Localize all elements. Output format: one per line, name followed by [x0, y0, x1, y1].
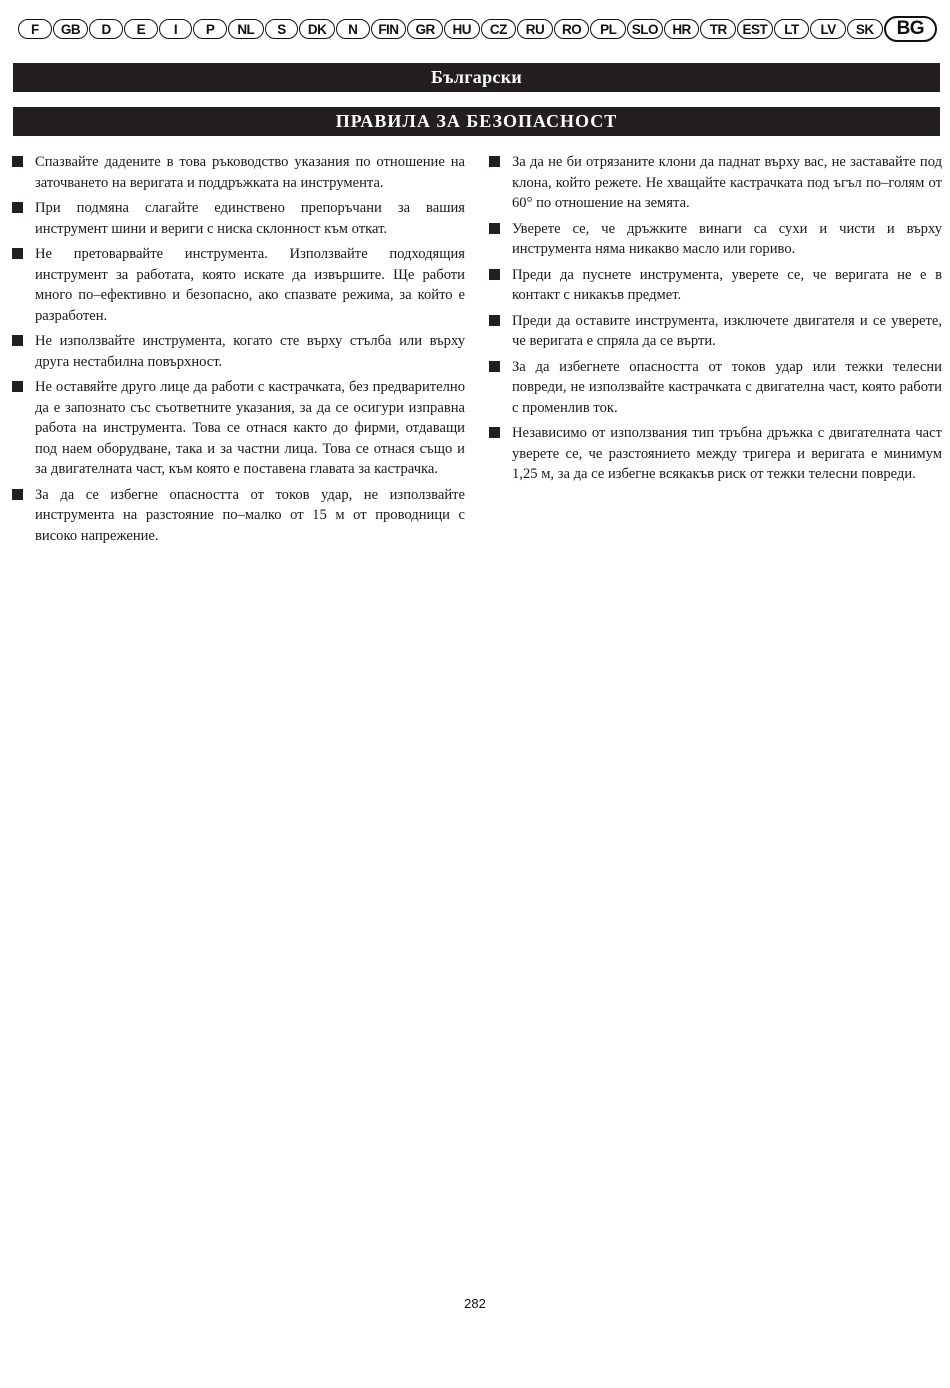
- language-option-n[interactable]: N: [336, 19, 370, 39]
- safety-rule-text: Спазвайте дадените в това ръководство указания по отношение на заточването на веригата и поддръжката на инструмента.: [35, 154, 465, 191]
- safety-rule-text: За да избегнете опасността от токов удар или тежки телесни повреди, не използвайте кастрачката с двигателна част, която работи с променлив ток.: [512, 358, 942, 416]
- square-bullet-icon: [12, 381, 23, 392]
- square-bullet-icon: [489, 223, 500, 234]
- language-option-i[interactable]: I: [159, 19, 193, 39]
- safety-rule-text: Независимо от използвания тип тръбна дръжка с двигателната част уверете се, че разстоянието между тригера и веригата е минимум 1,25 м, за да се избегне всякакъв риск от тежки телесни повреди.: [512, 425, 942, 482]
- square-bullet-icon: [12, 156, 23, 167]
- language-title: Български: [13, 63, 940, 92]
- language-option-gr[interactable]: GR: [407, 19, 443, 39]
- safety-rule: [489, 265, 942, 306]
- safety-rule-text: За да не би отрязаните клони да паднат върху вас, не заставайте под клона, който режете. Не хващайте кастрачката под ъгъл по–голям от 60° по отношение на земята.: [512, 154, 942, 211]
- language-option-est[interactable]: EST: [737, 19, 773, 39]
- square-bullet-icon: [12, 489, 23, 500]
- language-option-hr[interactable]: HR: [664, 19, 700, 39]
- language-option-fin[interactable]: FIN: [371, 19, 407, 39]
- safety-rule-text: Не използвайте инструмента, когато сте върху стълба или върху друга нестабилна повърхност.: [35, 333, 465, 370]
- safety-rule: [12, 244, 465, 326]
- square-bullet-icon: [489, 156, 500, 167]
- square-bullet-icon: [12, 248, 23, 259]
- safety-rule: [489, 311, 942, 352]
- square-bullet-icon: [489, 427, 500, 438]
- safety-rule-text: Преди да оставите инструмента, изключете двигателя и се уверете, че веригата е спряла да се върти.: [512, 312, 942, 349]
- section-title: ПРАВИЛА ЗА БЕЗОПАСНОСТ: [13, 107, 940, 136]
- language-option-f[interactable]: F: [18, 19, 52, 39]
- right-rule-list: [489, 152, 942, 485]
- right-column: [489, 152, 942, 490]
- language-option-ru[interactable]: RU: [517, 19, 553, 39]
- square-bullet-icon: [12, 202, 23, 213]
- safety-rule-text: Не оставяйте друго лице да работи с кастрачката, без предварително да е запознато със съответните указания, за да се осигури изправна работа на инструмента. Това се отнася както до фирми, отдаващи под наем оборудване, така и за частни лица. Това се отнася също и за двигателната част, към която е поставена главата за кастрачка.: [35, 379, 465, 477]
- language-option-d[interactable]: D: [89, 19, 123, 39]
- safety-rule: [12, 377, 465, 480]
- language-option-gb[interactable]: GB: [53, 19, 89, 39]
- safety-rule: [12, 198, 465, 239]
- language-option-lv[interactable]: LV: [810, 19, 846, 39]
- language-option-p[interactable]: P: [193, 19, 227, 39]
- language-option-sk[interactable]: SK: [847, 19, 883, 39]
- page-number: 282: [464, 1296, 486, 1311]
- square-bullet-icon: [12, 335, 23, 346]
- language-option-dk[interactable]: DK: [299, 19, 335, 39]
- language-option-slo[interactable]: SLO: [627, 19, 663, 39]
- language-option-tr[interactable]: TR: [700, 19, 736, 39]
- language-option-lt[interactable]: LT: [774, 19, 810, 39]
- safety-rule: [489, 423, 942, 485]
- safety-rule-text: Не претоварвайте инструмента. Използвайте подходящия инструмент за работата, която искате да извършите. Ще работи много по–ефективно и безопасно, ако спазвате режима, за който е разработен.: [35, 246, 465, 324]
- safety-rule-text: Уверете се, че дръжките винаги са сухи и чисти и върху инструмента няма никакво масло или гориво.: [512, 220, 942, 257]
- safety-rule: [12, 485, 465, 547]
- square-bullet-icon: [489, 361, 500, 372]
- language-option-pl[interactable]: PL: [590, 19, 626, 39]
- left-rule-list: [12, 152, 465, 546]
- language-option-bg[interactable]: BG: [884, 16, 937, 42]
- language-option-ro[interactable]: RO: [554, 19, 590, 39]
- safety-rule-text: За да се избегне опасността от токов удар, не използвайте инструмента на разстояние по–малко от 15 м от проводници с високо напрежение.: [35, 486, 465, 544]
- safety-rule: [489, 152, 942, 214]
- safety-rule: [12, 331, 465, 372]
- language-option-nl[interactable]: NL: [228, 19, 264, 39]
- safety-rule: [489, 219, 942, 260]
- safety-rule: [489, 357, 942, 419]
- safety-rule: [12, 152, 465, 193]
- language-option-hu[interactable]: HU: [444, 19, 480, 39]
- safety-rule-text: Преди да пуснете инструмента, уверете се, че веригата не е в контакт с никакъв предмет.: [512, 266, 942, 303]
- language-option-e[interactable]: E: [124, 19, 158, 39]
- language-selector: [18, 17, 938, 41]
- language-option-s[interactable]: S: [265, 19, 299, 39]
- square-bullet-icon: [489, 269, 500, 280]
- square-bullet-icon: [489, 315, 500, 326]
- left-column: [12, 152, 465, 551]
- language-option-cz[interactable]: CZ: [481, 19, 517, 39]
- safety-rule-text: При подмяна слагайте единствено препоръчани за вашия инструмент шини и вериги с ниска склонност към откат.: [35, 200, 465, 237]
